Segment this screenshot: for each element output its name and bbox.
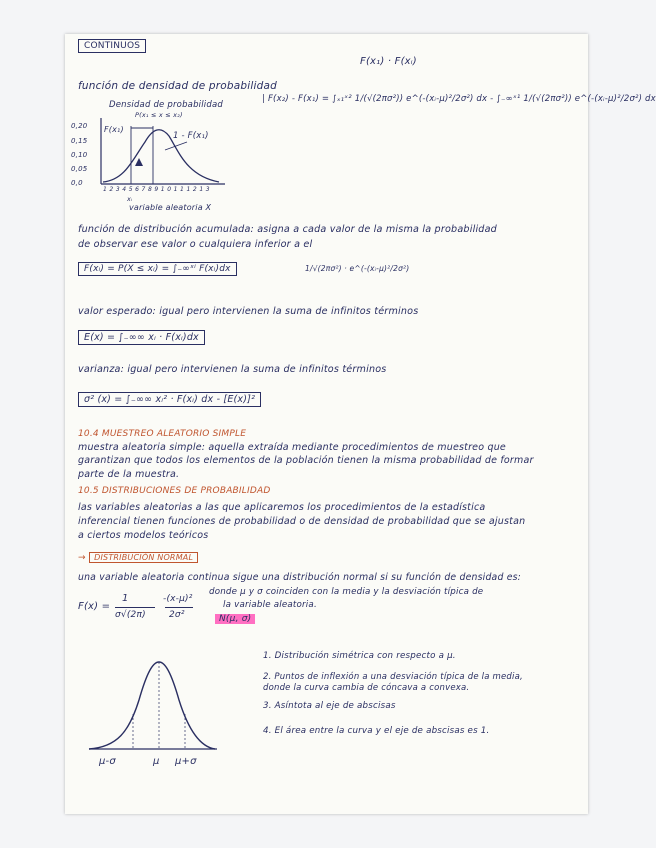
bell-label-mu: μ — [153, 756, 160, 767]
section-tag: CONTINUOS — [78, 39, 146, 53]
fraction-bar — [115, 607, 155, 608]
exp-fraction-bar — [165, 607, 193, 608]
graph-xlabel: variable aleatoria X — [129, 203, 212, 212]
density-formula: | F(x₂) - F(x₁) = ∫ₓ₁ˣ² 1/(√(2πσ²)) e^(-(xᵢ-μ)²/2σ²) dx - ∫₋∞ˣ¹ 1/(√(2πσ²)) e^(-(xᵢ-μ)²/2σ²) dx — [262, 94, 656, 104]
sampling-line1: muestra aleatoria simple: aquella extraída mediante procedimientos de muestreo que — [78, 442, 506, 453]
graph-subtitle: P(x₁ ≤ x ≤ x₂) — [135, 111, 183, 119]
density-curve — [103, 130, 219, 182]
notebook-page — [65, 34, 656, 814]
distributions-line1: las variables aleatorias a las que aplicaremos los procedimientos de la estadística — [78, 502, 486, 513]
bell-label-plus: μ+σ — [175, 756, 197, 767]
property-3: 3. Asíntota al eje de abscisas — [263, 701, 396, 711]
bell-curve-graph — [85, 654, 220, 754]
property-2b: donde la curva cambia de cóncava a convexa. — [263, 683, 470, 693]
normal-fx: F(x) = — [78, 601, 111, 612]
normal-denominator: σ√(2π) — [115, 610, 146, 620]
normal-where1: donde μ y σ coinciden con la media y la desviación típica de — [209, 587, 484, 597]
normal-line1: una variable aleatoria continua sigue una distribución normal si su función de densidad es: — [78, 572, 521, 583]
bell-curve — [89, 662, 215, 749]
expected-text: valor esperado: igual pero intervienen la suma de infinitos términos — [78, 306, 419, 317]
distributions-line2: inferencial tienen funciones de probabilidad o de densidad de probabilidad que se ajustan — [78, 516, 526, 527]
bell-label-minus: μ-σ — [99, 756, 116, 767]
sampling-heading: 10.4 MUESTREO ALEATORIO SIMPLE — [78, 429, 247, 439]
normal-where2: la variable aleatoria. — [223, 600, 317, 610]
normal-numerator: 1 — [122, 593, 129, 604]
density-graph — [95, 114, 235, 194]
property-2: 2. Puntos de inflexión a una desviación típica de la media, — [263, 672, 523, 682]
expected-formula: E(x) = ∫₋∞∞ xᵢ · F(xᵢ)dx — [78, 330, 205, 345]
complement-label: 1 - F(x₁) — [173, 131, 209, 141]
cumulative-line1: función de distribución acumulada: asigna a cada valor de la misma la probabilidad — [78, 224, 497, 235]
y-tick: 0,15 — [71, 137, 88, 145]
x-marker-label: xᵢ — [127, 195, 133, 203]
y-tick: 0,0 — [71, 179, 83, 187]
property-1: 1. Distribución simétrica con respecto a μ. — [263, 651, 456, 661]
graph-title: Densidad de probabilidad — [109, 100, 223, 110]
cumulative-formula: F(xᵢ) = P(X ≤ xᵢ) = ∫₋∞ˣⁱ F(xᵢ)dx — [78, 262, 237, 276]
normal-heading-wrap: → DISTRIBUCIÓN NORMAL — [78, 552, 198, 563]
property-4: 4. El área entre la curva y el eje de abscisas es 1. — [263, 726, 490, 736]
normal-heading: DISTRIBUCIÓN NORMAL — [89, 552, 198, 563]
y-tick: 0,20 — [71, 122, 88, 130]
y-tick: 0,05 — [71, 165, 88, 173]
cumulative-line2: de observar ese valor o cualquiera inferior a el — [78, 239, 313, 250]
distributions-line3: a ciertos modelos teóricos — [78, 530, 209, 541]
normal-notation: N(μ, σ) — [215, 614, 255, 624]
top-right-formula: F(x₁) · F(xᵢ) — [360, 56, 417, 67]
x-ticks: 12345678910111213 — [103, 186, 213, 193]
normal-exp-den: 2σ² — [169, 610, 185, 620]
area-triangle — [135, 158, 143, 166]
sampling-line3: parte de la muestra. — [78, 469, 180, 480]
variance-formula: σ² (x) = ∫₋∞∞ xᵢ² · F(xᵢ) dx - [E(x)]² — [78, 392, 261, 407]
normal-notation-wrap — [215, 614, 255, 624]
sampling-line2: garantizan que todos los elementos de la población tienen la misma probabilidad de formar — [78, 455, 534, 466]
distributions-heading: 10.5 DISTRIBUCIONES DE PROBABILIDAD — [78, 486, 271, 496]
y-tick: 0,10 — [71, 151, 88, 159]
cumulative-side-formula: 1/√(2πσ²) · e^(-(xᵢ-μ)²/2σ²) — [305, 264, 410, 273]
normal-exp-num: -(x-μ)² — [163, 594, 193, 604]
fx-label: F(x₁) — [104, 125, 124, 134]
density-title: función de densidad de probabilidad — [78, 80, 277, 92]
variance-text: varianza: igual pero intervienen la suma de infinitos términos — [78, 364, 387, 375]
